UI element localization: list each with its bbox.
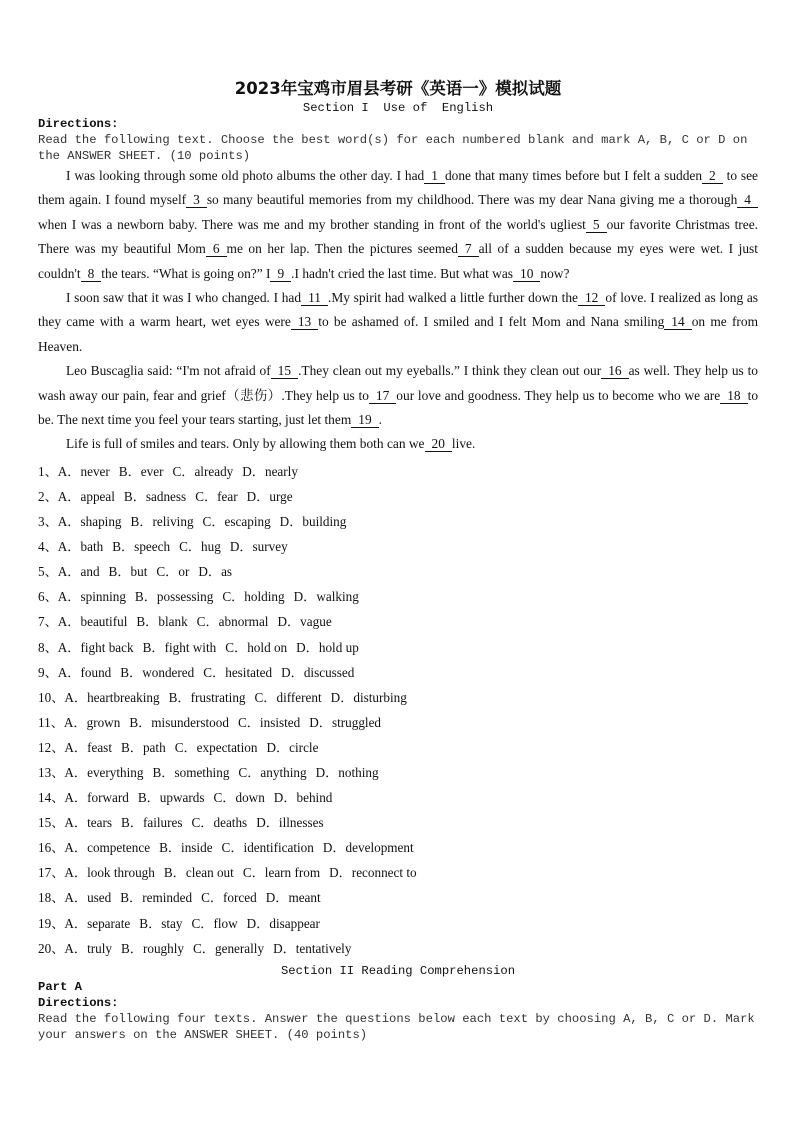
question-options xyxy=(38,835,758,860)
option-choice: B．ever xyxy=(118,463,164,479)
option-choice: C．hesitated xyxy=(203,664,273,680)
numbered-blank: 1 xyxy=(424,168,445,184)
option-choice: A．found xyxy=(57,664,112,680)
numbered-blank: 4 xyxy=(737,192,758,208)
question-number: 3、 xyxy=(38,514,58,530)
numbered-blank: 10 xyxy=(513,266,540,282)
question-number: 4、 xyxy=(38,539,58,555)
option-choice: B．something xyxy=(152,765,230,780)
question-options xyxy=(38,860,758,885)
passage-text: our favorite Christmas tree. There was my beautiful Mom xyxy=(38,216,758,257)
passage-text: live. xyxy=(451,436,476,452)
option-choice: D．nothing xyxy=(315,765,379,780)
option-choice: A．beautiful xyxy=(57,614,128,630)
question-number: 19、 xyxy=(38,915,65,931)
numbered-blank: 11 xyxy=(301,290,328,306)
passage-text: . xyxy=(378,412,382,428)
passage-text: so many beautiful memories from my childhood. There was my dear Nana giving me a thorough xyxy=(206,192,738,208)
question-options xyxy=(38,635,758,660)
option-choice: C．identification xyxy=(221,840,314,856)
question-number: 1、 xyxy=(38,463,58,479)
option-choice: B．failures xyxy=(120,815,183,831)
option-choice: A．fight back xyxy=(57,639,134,655)
option-choice: B．speech xyxy=(112,539,171,555)
numbered-blank: 5 xyxy=(586,217,607,233)
numbered-blank: 6 xyxy=(206,241,227,257)
question-options xyxy=(38,785,758,810)
numbered-blank: 20 xyxy=(425,436,452,452)
option-choice: C．hold on xyxy=(225,639,288,655)
question-options xyxy=(38,810,758,835)
passage-text: to see them again. I found myself xyxy=(38,168,758,208)
passage-text: on me from Heaven. xyxy=(38,314,758,354)
numbered-blank: 13 xyxy=(291,314,318,330)
option-choice: D．illnesses xyxy=(256,815,324,831)
option-choice: A．never xyxy=(57,463,110,479)
question-number: 5、 xyxy=(38,564,58,580)
numbered-blank: 3 xyxy=(186,192,207,208)
option-choice: D．tentatively xyxy=(273,940,352,956)
question-number: 13、 xyxy=(38,765,65,780)
option-choice: C．already xyxy=(172,463,234,479)
numbered-blank: 7 xyxy=(458,241,479,257)
question-number: 12、 xyxy=(38,739,65,755)
numbered-blank: 17 xyxy=(369,388,396,404)
option-choice: C．learn from xyxy=(242,865,321,881)
passage-text: Life is full of smiles and tears. Only by allowing them both can we xyxy=(66,436,425,452)
option-choice: B．inside xyxy=(159,840,213,856)
passage-text: me on her lap. Then the pictures seemed xyxy=(226,241,458,257)
option-choice: A．and xyxy=(57,564,100,580)
option-choice: B．blank xyxy=(136,614,188,630)
option-choice: D．walking xyxy=(293,589,359,605)
section1-directions-label: Directions: xyxy=(38,117,119,131)
options-list xyxy=(38,459,758,961)
option-choice: D．nearly xyxy=(242,463,298,479)
option-choice: A．tears xyxy=(64,815,112,831)
section2-directions-label: Directions: xyxy=(38,995,119,1010)
numbered-blank: 9 xyxy=(270,266,291,282)
question-options xyxy=(38,911,758,936)
option-choice: B．fight with xyxy=(142,639,217,655)
numbered-blank: 14 xyxy=(664,314,691,330)
option-choice: C．abnormal xyxy=(196,614,269,630)
passage-paragraph xyxy=(38,359,758,432)
option-choice: A．truly xyxy=(64,940,112,956)
option-choice: B．frustrating xyxy=(168,689,246,705)
option-choice: B．reminded xyxy=(120,890,193,906)
option-choice: D．vague xyxy=(277,614,332,630)
numbered-blank: 2 xyxy=(702,168,723,184)
numbered-blank: 19 xyxy=(351,412,378,428)
passage-text: as well. They help us to wash away our pain, fear and grief（悲伤）.They help us to xyxy=(38,363,758,403)
question-options xyxy=(38,710,758,735)
option-choice: D．discussed xyxy=(281,664,355,680)
option-choice: A．competence xyxy=(64,840,151,856)
question-options xyxy=(38,534,758,559)
option-choice: C．flow xyxy=(191,915,238,931)
question-options xyxy=(38,484,758,509)
option-choice: A．grown xyxy=(63,714,121,730)
question-number: 10、 xyxy=(38,689,65,705)
passage-paragraph xyxy=(38,164,758,286)
passage-text: Leo Buscaglia said: “I'm not afraid of xyxy=(66,363,271,379)
question-options xyxy=(38,609,758,634)
passage-text: of love. I realized as long as they came with a warm heart, wet eyes were xyxy=(38,290,758,330)
question-number: 8、 xyxy=(38,639,58,655)
question-number: 15、 xyxy=(38,815,65,831)
option-choice: A．shaping xyxy=(57,514,122,530)
option-choice: C．generally xyxy=(193,940,265,956)
option-choice: A．bath xyxy=(57,539,104,555)
option-choice: B．wondered xyxy=(120,664,195,680)
question-number: 7、 xyxy=(38,614,58,630)
option-choice: D．as xyxy=(198,564,233,580)
option-choice: C．different xyxy=(254,689,322,705)
option-choice: A．appeal xyxy=(57,488,115,504)
option-choice: D．behind xyxy=(273,790,333,806)
question-number: 11、 xyxy=(38,714,64,730)
question-number: 18、 xyxy=(38,890,65,906)
option-choice: A．used xyxy=(64,890,112,906)
option-choice: B．clean out xyxy=(163,865,234,881)
question-number: 6、 xyxy=(38,589,58,605)
option-choice: A．look through xyxy=(64,865,155,881)
question-options xyxy=(38,936,758,961)
passage-text: .They clean out my eyeballs.” I think they clean out our xyxy=(298,363,602,379)
question-options xyxy=(38,584,758,609)
section2-directions-text: Read the following four texts. Answer the questions below each text by choosing A, B, C or D. Mark your answers on the ANSWER SHEET. (40 points) xyxy=(38,1011,755,1042)
option-choice: D．reconnect to xyxy=(329,865,417,881)
option-choice: A．spinning xyxy=(57,589,126,605)
question-options xyxy=(38,735,758,760)
option-choice: B．roughly xyxy=(121,940,185,956)
option-choice: C．forced xyxy=(201,890,257,906)
part-a-label: Part A xyxy=(38,979,82,994)
passage-text: done that many times before but I felt a sudden xyxy=(444,168,703,183)
passage-text: the tears. “What is going on?” I xyxy=(101,265,271,281)
option-choice: D．disappear xyxy=(246,915,320,931)
numbered-blank: 8 xyxy=(81,266,102,282)
question-number: 20、 xyxy=(38,940,65,956)
option-choice: A．forward xyxy=(64,790,129,806)
passage-text: .My spirit had walked a little further down the xyxy=(327,290,578,306)
section2-heading: Section II Reading Comprehension xyxy=(280,963,516,978)
numbered-blank: 16 xyxy=(601,363,628,379)
cloze-passage xyxy=(38,164,758,457)
question-options xyxy=(38,660,758,685)
option-choice: D．circle xyxy=(266,739,319,755)
passage-text: I was looking through some old photo albums the other day. I had xyxy=(66,168,425,183)
option-choice: B．stay xyxy=(139,915,183,931)
option-choice: A．everything xyxy=(64,765,144,780)
question-options xyxy=(38,760,758,785)
passage-text: when I was a newborn baby. There was me and my brother standing in front of the world's ugliest xyxy=(38,216,586,232)
option-choice: A．separate xyxy=(64,915,131,931)
option-choice: C．anything xyxy=(238,765,307,780)
option-choice: C．or xyxy=(156,564,190,580)
option-choice: C．insisted xyxy=(237,714,301,730)
document-page xyxy=(38,78,758,1043)
passage-text: to be. The next time you feel your tears starting, just let them xyxy=(38,387,759,428)
page-title: 2023年宝鸡市眉县考研《英语一》模拟试题 xyxy=(234,79,562,98)
option-choice: B．but xyxy=(108,564,148,580)
passage-text: now? xyxy=(540,265,570,281)
question-options xyxy=(38,509,758,534)
question-number: 16、 xyxy=(38,840,65,856)
question-options xyxy=(38,885,758,910)
question-number: 2、 xyxy=(38,488,58,504)
option-choice: B．path xyxy=(120,739,166,755)
option-choice: D．urge xyxy=(246,488,293,504)
passage-paragraph xyxy=(38,432,758,456)
passage-text: I soon saw that it was I who changed. I had xyxy=(66,290,302,306)
option-choice: D．meant xyxy=(265,890,321,906)
option-choice: B．reliving xyxy=(130,514,194,530)
option-choice: B．possessing xyxy=(134,589,214,605)
option-choice: C．deaths xyxy=(191,815,248,831)
option-choice: A．feast xyxy=(64,739,112,755)
question-options xyxy=(38,685,758,710)
passage-text: our love and goodness. They help us to become who we are xyxy=(396,387,721,403)
question-number: 9、 xyxy=(38,664,58,680)
option-choice: D．disturbing xyxy=(330,689,407,705)
question-number: 14、 xyxy=(38,790,65,806)
option-choice: D．development xyxy=(322,840,414,856)
option-choice: C．fear xyxy=(195,488,238,504)
passage-paragraph xyxy=(38,286,758,359)
numbered-blank: 12 xyxy=(578,290,605,306)
option-choice: C．expectation xyxy=(174,739,258,755)
option-choice: C．escaping xyxy=(202,514,271,530)
option-choice: D．struggled xyxy=(309,714,382,730)
option-choice: C．down xyxy=(213,790,265,806)
option-choice: D．survey xyxy=(229,539,288,555)
question-options xyxy=(38,559,758,584)
option-choice: C．holding xyxy=(222,589,285,605)
question-options xyxy=(38,459,758,484)
numbered-blank: 15 xyxy=(271,363,298,379)
option-choice: B．misunderstood xyxy=(129,714,229,730)
section1-heading: Section I Use of English xyxy=(302,101,494,115)
numbered-blank: 18 xyxy=(720,388,747,404)
passage-text: to be ashamed of. I smiled and I felt Mom and Nana smiling xyxy=(318,314,665,330)
option-choice: A．heartbreaking xyxy=(64,689,160,705)
option-choice: B．upwards xyxy=(137,790,205,806)
option-choice: D．hold up xyxy=(296,639,359,655)
option-choice: D．building xyxy=(279,514,347,530)
option-choice: C．hug xyxy=(179,539,221,555)
question-number: 17、 xyxy=(38,865,65,881)
passage-text: all of a sudden because my eyes were wet. I just couldn't xyxy=(38,241,758,281)
section1-directions-text: Read the following text. Choose the best word(s) for each numbered blank and mark A, B, C or D on the ANSWER SHEET. (10 points) xyxy=(38,133,748,163)
passage-text: .I hadn't cried the last time. But what was xyxy=(291,265,513,281)
option-choice: B．sadness xyxy=(123,488,187,504)
